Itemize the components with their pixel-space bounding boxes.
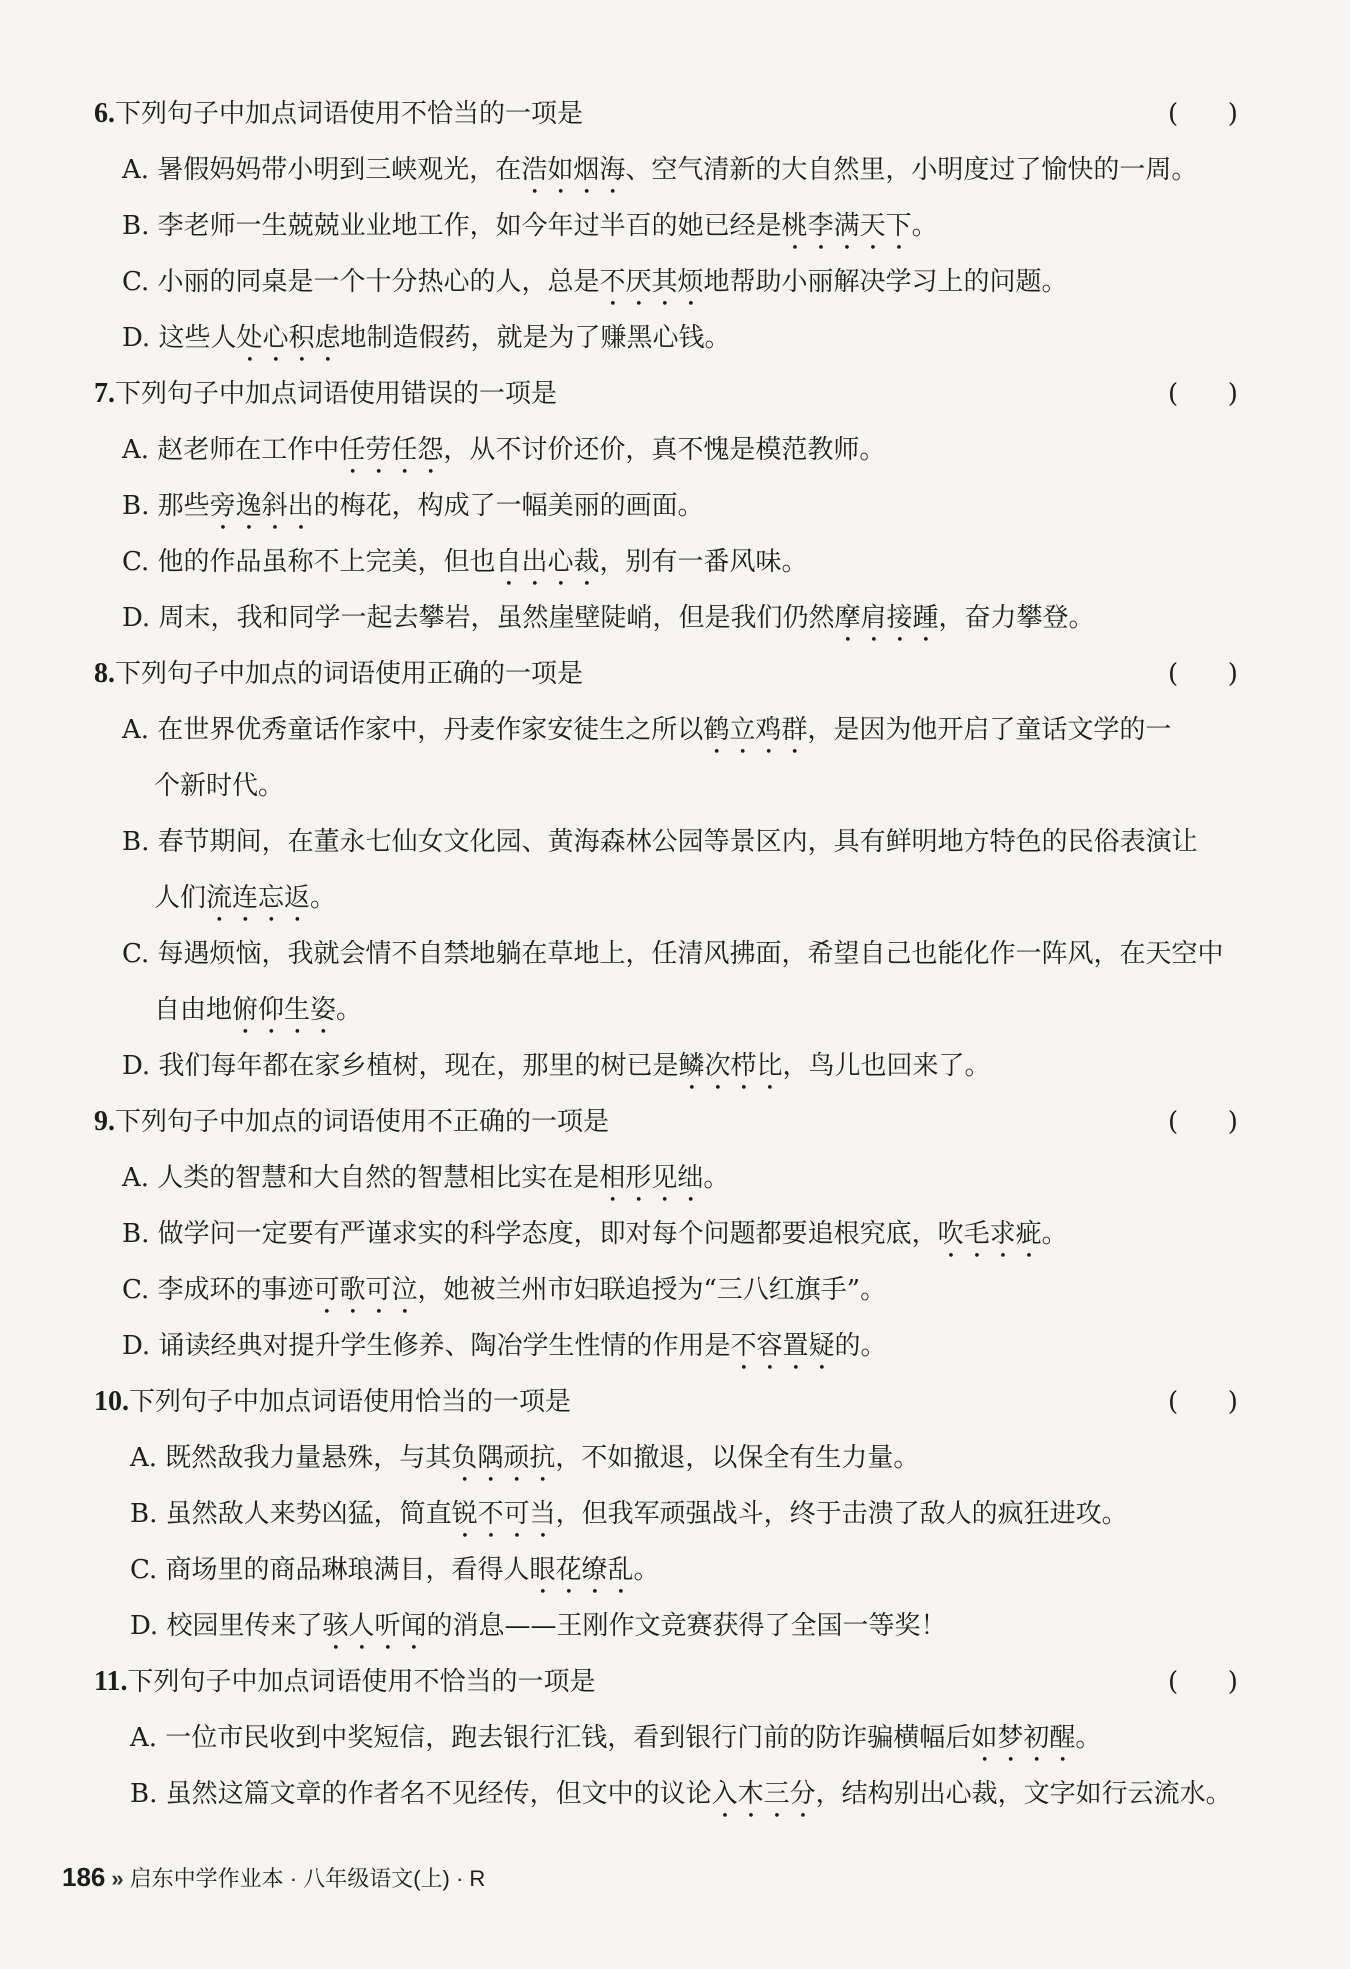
question-number: 6. (94, 98, 115, 129)
option-text: D. 校园里传来了 (130, 1611, 323, 1641)
option-text: C. 小丽的同桌是一个十分热心的人，总是 (122, 267, 600, 297)
answer-blank: ( ) (1168, 659, 1238, 689)
emphasized-phrase: 不厌其烦 (599, 267, 704, 297)
question-7 (0, 366, 1350, 646)
question-number: 10. (94, 1386, 129, 1417)
question-8 (0, 646, 1350, 1094)
question-stem (94, 86, 583, 142)
option-text: A. 既然敌我力量悬殊，与其 (130, 1443, 452, 1473)
option-c (0, 1262, 1350, 1318)
emphasized-phrase: 自出心裁 (495, 547, 600, 577)
emphasized-phrase: 浩如烟海 (521, 155, 626, 185)
emphasized-phrase: 不容置疑 (730, 1331, 835, 1361)
answer-blank: ( ) (1168, 1387, 1238, 1417)
question-stem (94, 646, 583, 702)
question-stem (94, 1654, 595, 1710)
question-text: 下列句子中加点词语使用不恰当的一项是 (127, 1667, 596, 1697)
option-a (0, 142, 1350, 198)
option-text-continued: 个新时代。 (154, 771, 285, 801)
option-b (0, 1206, 1350, 1262)
question-stem-row (0, 86, 1350, 142)
question-stem (94, 1094, 609, 1150)
option-text: B. 虽然这篇文章的作者名不见经传，但文中的议论 (130, 1779, 712, 1809)
option-text: B. 那些 (122, 491, 210, 521)
option-c (0, 1542, 1350, 1598)
option-text: D. 诵读经典对提升学生修养、陶冶学生性情的作用是 (122, 1331, 731, 1361)
option-text: C. 他的作品虽称不上完美，但也 (122, 547, 496, 577)
option-text-end: 地帮助小丽解决学习上的问题。 (703, 267, 1068, 297)
emphasized-phrase: 鳞次栉比 (678, 1051, 783, 1081)
option-text: D. 我们每年都在家乡植树，现在，那里的树已是 (122, 1051, 679, 1081)
page-footer (62, 1862, 485, 1894)
option-text-end: 。 (1041, 1219, 1068, 1249)
option-text: B. 李老师一生兢兢业业地工作，如今年过半百的她已经是 (122, 211, 782, 241)
option-text-end: ，奋力攀登。 (938, 603, 1095, 633)
option-text-end: 地制造假药，就是为了赚黑心钱。 (340, 323, 731, 353)
option-b (0, 198, 1350, 254)
option-text: C. 李成环的事迹 (122, 1275, 314, 1305)
option-text: B. 春节期间，在董永七仙女文化园、黄海森林公园等景区内，具有鲜明地方特色的民俗表演让 (122, 827, 1198, 857)
question-11 (0, 1654, 1350, 1822)
option-text: C. 每遇烦恼，我就会情不自禁地躺在草地上，任清风拂面，希望自己也能化作一阵风，在天空中 (122, 939, 1224, 969)
option-d (0, 310, 1350, 366)
option-text-end: ，但我军顽强战斗，终于击溃了敌人的疯狂进攻。 (555, 1499, 1128, 1529)
option-text-end: ，鸟儿也回来了。 (782, 1051, 991, 1081)
option-text-end: 。 (703, 1163, 730, 1193)
option-c (0, 926, 1350, 982)
option-b (0, 814, 1350, 870)
option-text-continued: 人们 (154, 883, 207, 913)
option-a (0, 1430, 1350, 1486)
question-stem-row (0, 366, 1350, 422)
option-text-end: 。 (911, 211, 938, 241)
option-text: A. 在世界优秀童话作家中，丹麦作家安徒生之所以 (122, 715, 704, 745)
option-text-end: ，是因为他开启了童话文学的一 (807, 715, 1172, 745)
page-number: 186 (62, 1862, 106, 1892)
book-title: 启东中学作业本 · 八年级语文(上) · R (129, 1866, 486, 1891)
emphasized-phrase: 相形见绌 (599, 1163, 704, 1193)
option-text-end: 。 (1075, 1723, 1102, 1753)
emphasized-phrase: 可歌可泣 (313, 1275, 418, 1305)
emphasized-phrase: 摩肩接踵 (834, 603, 939, 633)
question-stem-row (0, 1654, 1350, 1710)
option-text: D. 周末，我和同学一起去攀岩，虽然崖壁陡峭，但是我们仍然 (122, 603, 835, 633)
emphasized-phrase: 鹤立鸡群 (703, 715, 808, 745)
option-a (0, 422, 1350, 478)
answer-blank: ( ) (1168, 379, 1238, 409)
emphasized-phrase: 负隅顽抗 (451, 1443, 556, 1473)
question-6 (0, 86, 1350, 366)
question-text: 下列句子中加点的词语使用不正确的一项是 (115, 1107, 610, 1137)
option-c-continued (0, 982, 1350, 1038)
option-text-end: ，不如撤退，以保全有生力量。 (555, 1443, 920, 1473)
emphasized-phrase: 处心积虑 (236, 323, 341, 353)
option-a-continued (0, 758, 1350, 814)
question-number: 8. (94, 658, 115, 689)
emphasized-phrase: 眼花缭乱 (529, 1555, 634, 1585)
answer-blank: ( ) (1168, 1107, 1238, 1137)
emphasized-phrase: 桃李满天下 (781, 211, 912, 241)
question-stem-row (0, 1094, 1350, 1150)
option-d (0, 1598, 1350, 1654)
emphasized-phrase: 旁逸斜出 (209, 491, 314, 521)
emphasized-phrase: 如梦初醒 (971, 1723, 1076, 1753)
option-text: A. 一位市民收到中奖短信，跑去银行汇钱，看到银行门前的防诈骗横幅后 (130, 1723, 972, 1753)
option-c (0, 254, 1350, 310)
option-d (0, 590, 1350, 646)
option-text: C. 商场里的商品琳琅满目，看得人 (130, 1555, 530, 1585)
option-text: D. 这些人 (122, 323, 237, 353)
emphasized-phrase: 流连忘返 (206, 883, 311, 913)
option-text-end: ，别有一番风味。 (599, 547, 808, 577)
question-text: 下列句子中加点词语使用不恰当的一项是 (115, 99, 584, 129)
option-text-end: 。 (633, 1555, 660, 1585)
option-b (0, 1486, 1350, 1542)
option-text-end: 。 (336, 995, 363, 1025)
option-text: B. 虽然敌人来势凶猛，简直 (130, 1499, 452, 1529)
answer-blank: ( ) (1168, 99, 1238, 129)
option-text: A. 暑假妈妈带小明到三峡观光，在 (122, 155, 522, 185)
option-c (0, 534, 1350, 590)
option-text-end: 。 (310, 883, 337, 913)
chevron-right-icon: » (111, 1866, 124, 1891)
question-stem (94, 1374, 571, 1430)
question-number: 9. (94, 1106, 115, 1137)
emphasized-phrase: 锐不可当 (451, 1499, 556, 1529)
question-stem (94, 366, 557, 422)
question-stem-row (0, 646, 1350, 702)
question-text: 下列句子中加点的词语使用正确的一项是 (115, 659, 584, 689)
option-text-end: ，结构别出心裁，文字如行云流水。 (815, 1779, 1232, 1809)
option-a (0, 1150, 1350, 1206)
question-text: 下列句子中加点词语使用错误的一项是 (115, 379, 558, 409)
emphasized-phrase: 吹毛求疵 (937, 1219, 1042, 1249)
option-text-end: 的消息——王刚作文竞赛获得了全国一等奖！ (426, 1611, 947, 1641)
option-b (0, 478, 1350, 534)
question-10 (0, 1374, 1350, 1654)
option-b (0, 1766, 1350, 1822)
emphasized-phrase: 骇人听闻 (322, 1611, 427, 1641)
option-text-continued: 自由地 (154, 995, 233, 1025)
question-text: 下列句子中加点词语使用恰当的一项是 (129, 1387, 572, 1417)
question-number: 7. (94, 378, 115, 409)
question-number: 11. (94, 1666, 128, 1697)
question-9 (0, 1094, 1350, 1374)
option-text: A. 赵老师在工作中 (122, 435, 340, 465)
emphasized-phrase: 任劳任怨 (339, 435, 444, 465)
option-d (0, 1318, 1350, 1374)
question-stem-row (0, 1374, 1350, 1430)
option-a (0, 1710, 1350, 1766)
answer-blank: ( ) (1168, 1667, 1238, 1697)
emphasized-phrase: 俯仰生姿 (232, 995, 337, 1025)
option-text-end: 的梅花，构成了一幅美丽的画面。 (313, 491, 704, 521)
option-text-end: 的。 (834, 1331, 887, 1361)
option-d (0, 1038, 1350, 1094)
option-a (0, 702, 1350, 758)
emphasized-phrase: 入木三分 (711, 1779, 816, 1809)
option-text: A. 人类的智慧和大自然的智慧相比实在是 (122, 1163, 600, 1193)
option-text-end: 、空气清新的大自然里，小明度过了愉快的一周。 (625, 155, 1198, 185)
option-b-continued (0, 870, 1350, 926)
option-text-end: ，从不讨价还价，真不愧是模范教师。 (443, 435, 886, 465)
option-text: B. 做学问一定要有严谨求实的科学态度，即对每个问题都要追根究底， (122, 1219, 938, 1249)
option-text-end: ，她被兰州市妇联追授为“三八红旗手”。 (417, 1275, 887, 1305)
